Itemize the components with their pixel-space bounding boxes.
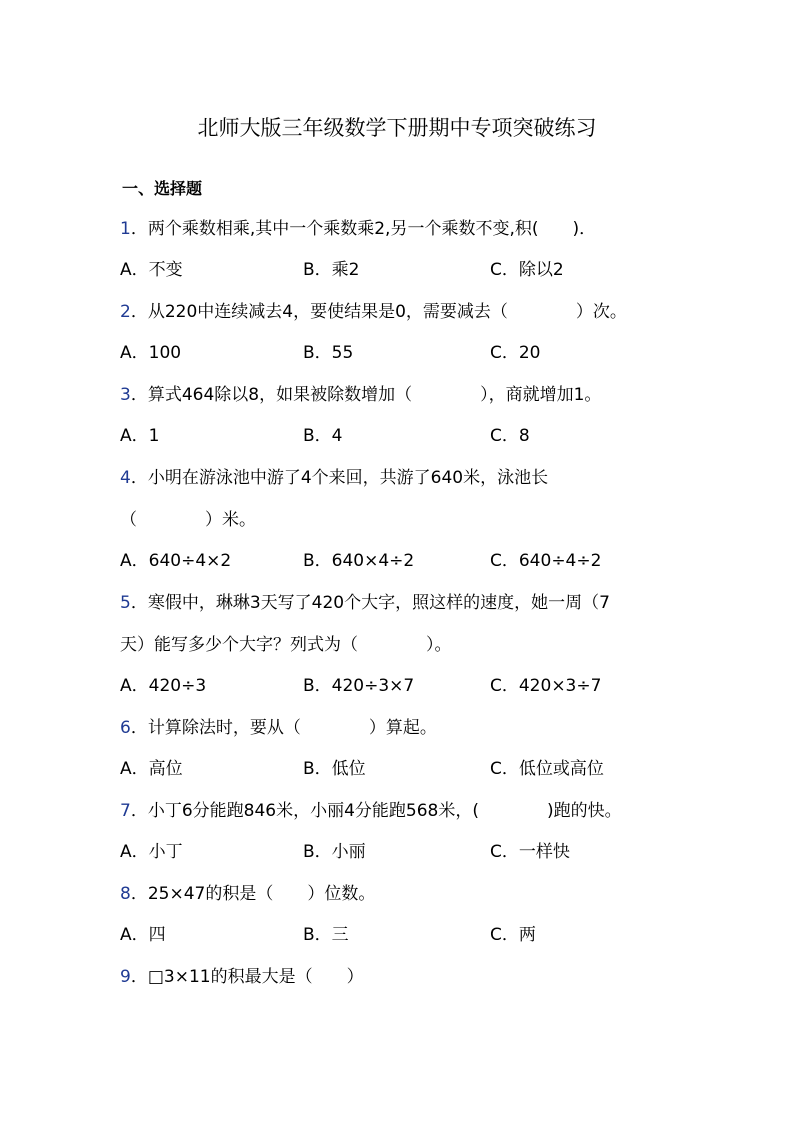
option-b: B．三: [303, 925, 349, 945]
question-3: [120, 384, 601, 406]
question-text: ．小明在游泳池中游了4个来回，共游了640米，泳池长: [130, 468, 549, 488]
question-number: 4: [120, 468, 131, 488]
option-c: C．640÷4÷2: [490, 551, 602, 571]
question-number: 7: [120, 801, 131, 821]
option-a: A．100: [120, 343, 182, 363]
option-a: A．高位: [120, 759, 183, 779]
option-c: C．8: [490, 426, 530, 446]
question-text: ．算式464除以8，如果被除数增加（ ），商就增加1。: [130, 385, 602, 405]
option-c: C．除以2: [490, 260, 564, 280]
option-a: A．1: [120, 426, 160, 446]
option-b: B．55: [303, 343, 354, 363]
option-a: A．420÷3: [120, 676, 207, 696]
option-b: B．小丽: [303, 842, 366, 862]
option-b: B．乘2: [303, 260, 360, 280]
question-number: 1: [120, 219, 131, 239]
question-5: [120, 592, 610, 614]
question-5-continued: 天）能写多少个大字？列式为（ ）。: [120, 635, 452, 655]
question-number: 3: [120, 385, 131, 405]
question-text: ．小丁6分能跑846米，小丽4分能跑568米，( )跑的快。: [130, 801, 622, 821]
option-b: B．420÷3×7: [303, 676, 415, 696]
question-1: [120, 218, 596, 240]
option-b: B．低位: [303, 759, 366, 779]
option-a: A．小丁: [120, 842, 183, 862]
option-c: C．20: [490, 343, 541, 363]
question-text: ．25×47的积是（ ）位数。: [130, 884, 376, 904]
question-9: [120, 966, 364, 988]
option-a: A．不变: [120, 260, 183, 280]
page-title: 北师大版三年级数学下册期中专项突破练习: [197, 116, 597, 140]
question-7: [120, 800, 622, 822]
question-number: 8: [120, 884, 131, 904]
option-c: C．一样快: [490, 842, 570, 862]
question-number: 5: [120, 593, 131, 613]
question-number: 9: [120, 967, 131, 987]
option-c: C．两: [490, 925, 536, 945]
option-a: A．640÷4×2: [120, 551, 232, 571]
question-6: [120, 717, 437, 739]
question-text: ．寒假中，琳琳3天写了420个大字，照这样的速度，她一周（7: [130, 593, 610, 613]
question-4: [120, 467, 548, 489]
option-c: C．420×3÷7: [490, 676, 602, 696]
question-8: [120, 883, 375, 905]
question-4-continued: （ ）米。: [120, 510, 256, 530]
question-number: 2: [120, 302, 131, 322]
question-number: 6: [120, 718, 131, 738]
question-text: ．计算除法时，要从（ ）算起。: [130, 718, 437, 738]
question-text: ．从220中连续减去4，要使结果是0，需要减去（ ）次。: [130, 302, 627, 322]
option-c: C．低位或高位: [490, 759, 604, 779]
question-2: [120, 301, 627, 323]
question-text: ．□3×11的积最大是（ ）: [130, 967, 364, 987]
question-text: ．两个乘数相乘,其中一个乘数乘2,另一个乘数不变,积( )．: [130, 219, 597, 239]
option-a: A．四: [120, 925, 166, 945]
section-heading: 一、选择题: [122, 179, 203, 198]
option-b: B．4: [303, 426, 343, 446]
option-b: B．640×4÷2: [303, 551, 415, 571]
